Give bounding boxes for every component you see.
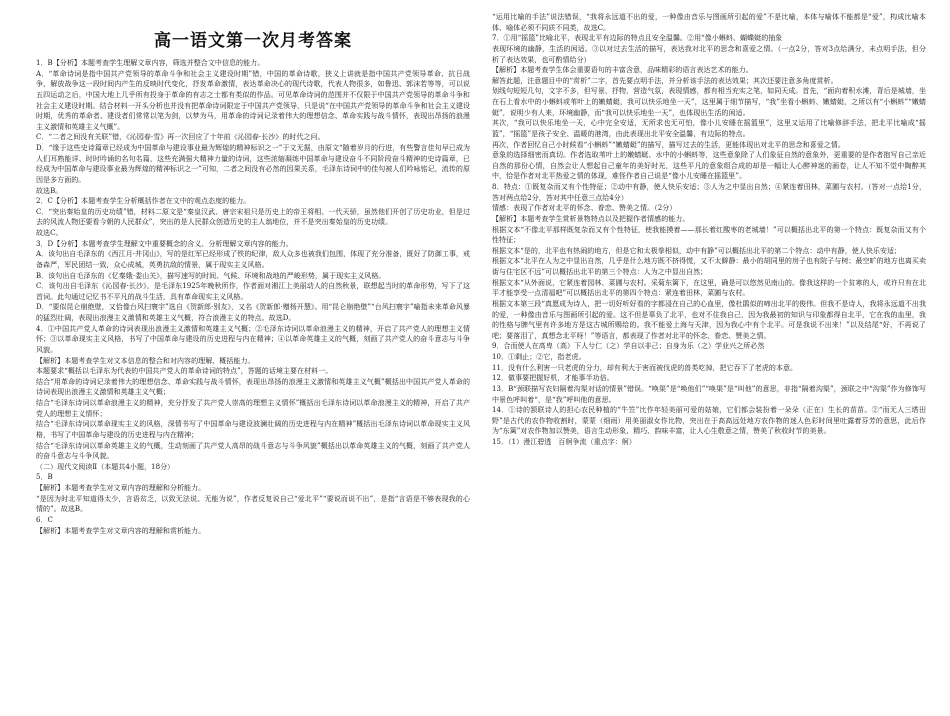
right-column-paragraph: 根据文本“北平在人为之中显出自然，几乎是什么地方既不挤得慌，又不太僻静：最小的胡同里的房子也有院子与树；最空旷的地方也离买卖街与住宅区不远”可以概括出北平的第三个特点：人为之中显出自然；	[492, 257, 926, 276]
right-column-paragraph: 11．没有什么利害一只老虎的分力，却有利大于害而被伐虎的兽类吃掉，把它吞下了老虎的本意。	[492, 363, 798, 372]
right-column-paragraph: 根据文本“是的，北平也有热闹的地方，但是它和太极拳相似，动中有静”可以概括出北平的第二个特点：动中有静，使人快乐安适；	[492, 246, 902, 255]
right-column-paragraph: 【解析】本题考查学生体会重要语句的丰富含意，品味精彩的语言表达艺术的能力。	[492, 66, 753, 75]
page-title: 高一语文第一次月考答案	[154, 31, 352, 51]
right-column-paragraph: 根据文本“从外面说，它紧连着园林、菜圃与农村。采菊东篱下，在这里，确是可以悠然见南山的。像我这样的一个贫寒的人，或许只有在北平才能享受一点清福吧”可以概括出北平的第四个特点：紧连着田林，菜圃与农村。	[492, 278, 926, 298]
right-column-paragraph: 7．①用“摇篮”比喻北平，表现北平有边际的特点且安全温馨。②用“像小蝌蚪、蝴蝶蜓的抽象	[492, 34, 783, 43]
left-column-paragraph: 结合“毛泽东诗词以革命英雄主义的气概，生动刻画了共产党人高昂的战斗意志与斗争风貌”概括出以革命英雄主义的气概，刻画了共产党人的奋斗意志与斗争风貌。	[36, 441, 470, 461]
left-column-paragraph: 4．①中国共产党人革命的诗词表现出浪漫主义激情和英雄主义气概；②毛泽东诗词以革命浪漫主义的精神，开启了共产党人的理想主义情怀；③以革命现实主义风格，书写了中国革命与建设的历史进程与内在精神；④以革命英雄主义的气概，刻画了共产党人的奋斗意志与斗争风貌。	[36, 324, 470, 354]
right-column-paragraph: 13．B“颈联描写农妇隔着沟渠对话的情景”错误。“唤渠”是“唤他们”“唤渠”是“叫他”的意思，非指“隔着沟渠”，颈联之中“沟渠”作为修饰写中景色呼叫着“，是“我”呼叫他的意思。	[492, 384, 926, 404]
right-column-paragraph: 【解析】本题考查学生赏析景物特点以及把握作者情感的能力。	[492, 214, 690, 223]
right-column-paragraph: 其次，“我可以快乐地坐一天，心中完全安适，无所求也无可怕，像小儿安睡在摇篮里”，这里又运用了比喻修辞手法，把北平比喻成“摇篮”，“摇篮”是孩子安全、温暖的港湾，由此表现出北平安全温馨，有边际的特点。	[492, 119, 926, 138]
left-column-paragraph: 1．B【分析】本题考查学生理解文章内容，筛选并整合文中信息的能力。	[36, 59, 265, 67]
left-column-paragraph: “是因为时北平知道得太少，言语贫乏，以致无法说、无能为说”，作者反复说自己“爱北平”“要说而说不出”，是指“言语是不够表现我的心情的”。故选B。	[36, 494, 470, 514]
left-column-paragraph: C．该句出自毛泽东《沁园春·长沙》，是毛泽东1925年晚秋所作，作者面对湘江上美丽动人的自然秋景，联想起当时的革命形势，写下了这首词。此句通过记忆书不平凡的战斗生活，具有革命现实主义风格。	[36, 282, 470, 301]
left-column-paragraph: 【解析】本题考查学生对文本信息的整合和对内容的理解、概括能力。	[36, 356, 255, 365]
right-column-paragraph: 14．①诗的颔联诗人的担心农民种植的“牛笠”比作年轻美丽可爱的姑娘，它们都会装扮着一朵朵（正在）生长的苗苗。②“而无人三塔田野”是古代的农作物收割时，蒙蒙（细雨）用美丽淑女作比物，突出在于高高远处地方农作物的迷人色彩时间里吐露着芬芳的意思，此后作为“东篱”对农作物加以赞美，语言生动形象，精巧、韵味丰富，让人心生敬意之情，赞美了秋收时节的美景。	[492, 406, 926, 436]
left-column-paragraph: B．该句出自毛泽东的《忆秦娥·娄山关》，描写速写的时间、气候、环境和战地的严峻形势，属于现实主义风格。	[36, 271, 386, 280]
right-column-paragraph: 8．特点：①既复杂而又有个性特征；②动中有静，使人快乐安适；③人为之中显出自然；④紧连着田林，菜圃与农村。（答对一点给1分，答对两点给2分，答对其中任意三点给4分）	[492, 183, 926, 202]
left-column-paragraph: 故选C。	[36, 229, 63, 237]
left-column-paragraph: 结合“毛泽东诗词以革命浪漫主义的精神，充分抒发了共产党人崇高的理想主义情怀”概括出毛泽东诗词以革命浪漫主义的精神，开启了共产党人的理想主义情怀；	[36, 399, 470, 418]
right-column-paragraph: 10．①剩止；②它，指老虎。	[492, 353, 586, 361]
left-column-paragraph: 3．D【分析】本题考查学生理解文中重要概念的含义、分析理解文章内容的能力。	[36, 239, 293, 248]
left-column-paragraph: D．“缘于这些史诗篇章已经成为中国革命与建设事业最为辉煌的精神标识之一”于文无据，由原文“随着岁月的行进，有些警言佳句早已成为人们耳熟能详、时时吟诵的名句名篇，这些充满强大精神力量的诗词，这些浓缩凝练中国革命与建设奋斗不同阶段奋斗精神的史诗篇章，已经成为中国革命与建设事业最为辉煌的精神标识之一”可知，二者之间没有必然的因果关系，毛泽东诗词中的佳句被人们吟咏铭记，流传的原因是多方面的。	[36, 144, 470, 184]
left-column-paragraph: A．该句出自毛泽东的《西江月·井冈山》，写的是红军已经形成了铁的纪律，敌人众多也被我们包围，体现了充分准备，既好了防御工事，戒备森严，军民团结一致，众心成城，英勇抗敌的情景，属于现实主义风格。	[36, 250, 470, 269]
right-column-paragraph: 9．合而使人在高卑（高）下人兮仁（之）学自以非己；自身为乐（之）学业兴之所必然	[492, 342, 765, 351]
left-column-paragraph: 【解析】本题考查学生对文章内容的理解和分析能力。	[36, 484, 206, 492]
right-column-paragraph: 解答此题，注意题目中的“赏析”二字，首先要点明手法，并分析该手法的表达效果；其次还要注意多角度赏析。	[492, 76, 838, 85]
right-column	[492, 0, 926, 670]
left-column-paragraph: 5．B	[36, 473, 53, 482]
right-column-paragraph: 意象的选择细密而真切。作者选取苇叶上的嫩蜻蜓、水中的小蝌蚪等，这些意象除了人们象征自然的意象外，更重要的是作者抱写自己亲近自然的那份心情，自然会让人想起自己童年的美好时光，这些平凡的意象组合成的却是一幅让人心醉神迷的画卷，让人不知不觉中陶醉其中，恰是作者对北平热爱之情的体现，难怪作者自己说是“像小儿安睡在摇篮里”。	[492, 151, 926, 181]
right-column-paragraph: 根据文本第三段“真愿成为诗人，把一切好听好看的字都浸在自己的心血里，像杜鹃似的啼出北平的俊伟。但我不是诗人，我将永远道不出我的爱，一种像由音乐与图画所引起的爱。这不但是辜负了北平，也对不住我自己，因为我最初的知识与印象都得自北平，它在我的血里，我的性格与脾气里有许多地方是这古城所赐给的。我不能爱上海与天津，因为我心中有个北平。可是我说不出来！”以及结尾“好，不再说了吧；要落泪了，真想念北平呀！”等语言，都表现了作者对北平的怀念、眷恋、赞美之情。	[492, 299, 926, 340]
right-column-paragraph: 根据文本“不像北平那样既复杂而又有个性特征，使我能摸着——那长着红酸枣的老城墙！”可以概括出北平的第一个特点：既复杂而又有个性特征；	[492, 225, 926, 245]
left-column	[36, 0, 470, 716]
right-column-paragraph: 表现环境的幽静，生活的闲适。③以对过去生活的描写，表达我对北平的思念和喜爱之情。（一点2分，答对3点给满分，未点明手法，但分析了表达效果，也可酌情给分）	[492, 44, 926, 64]
left-column-paragraph: C．“二者之间没有关联”错，《沁园春·雪》再一次回应了十年前《沁园春·长沙》的时代之问。	[36, 133, 325, 142]
left-column-paragraph: （二）现代文阅读Ⅱ（本题共4小题，18分）	[36, 462, 175, 471]
right-column-paragraph: 15．（1）漫江碧透 百舸争流（重点字：舸）	[492, 438, 636, 446]
left-column-paragraph: 2．C【分析】本题考查学生分析概括作者在文中的观点态度的能力。	[36, 197, 251, 206]
left-column-paragraph: 故选B。	[36, 186, 63, 195]
left-column-paragraph: 6．C	[36, 515, 53, 524]
left-column-paragraph: 本题要求“概括以毛泽东为代表的中国共产党人的革命诗词的特点”，答题的话境主要在材料一。	[36, 367, 333, 376]
right-column-paragraph: 再次，作者回忆自己小时候看“小蝌蚪”“嫩蜻蜓”的描写，描写过去的生活，更能体现出对北平的思念和喜爱之情。	[492, 140, 845, 149]
left-column-paragraph: 结合“用革命的诗词记录着伟大的理想信念、革命实践与战斗情怀，表现出昂扬的浪漫主义激情和英雄主义气概”概括出中国共产党人革命的诗词表现出浪漫主义激情和英雄主义气概；	[36, 377, 470, 397]
left-column-paragraph: 结合“毛泽东诗词以革命现实主义的风格，深情书写了中国革命与建设波澜壮阔的历史进程与内在精神”概括出毛泽东诗词以革命现实主义风格，书写了中国革命与建设的历史进程与内在精神；	[36, 420, 470, 439]
right-column-paragraph: 情感：表现了作者对北平的怀念、眷恋、赞美之情。（2分）	[492, 204, 677, 213]
left-column-paragraph: C．“突出秦始皇的历史功绩”错，材料二原文是“秦皇汉武、唐宗宋祖只是历史上的帝王将相、一代天骄，虽然他们开创了历史功业，但是过去的风流人物还要看今朝的人民群众”，突出的是人民群众创造历史的主人翁地位，并不是突出秦始皇的历史功绩。	[36, 207, 470, 227]
left-column-paragraph: 【解析】本题考查学生对文章内容的理解和赏析能力。	[36, 526, 206, 535]
left-column-paragraph: A．“革命诗词是指中国共产党领导的革命斗争和社会主义建设时期”错，中国的革命诗歌，狭义上讲就是指中国共产党领导革命、抗日战争、解放战争这一段时间内产生的反映时代变化，抒发革命激情，表达革命决心的现代诗歌，代表人物很多，如鲁迅、郭沫若等等，可以说五四运动之后，中国大地上几乎所有投身于革命的有志之士都有类似的作品。可见革命诗词的范围并不仅限于中国共产党领导的革命斗争和社会主义建设时期。结合材料一开头分析也并没有把革命诗词限定于中国共产党领导，只是说“在中国共产党领导的革命斗争和社会主义建设时期，优秀的革命者、建设者们常常以笔为剑，以梦为马，用革命的诗词记录着伟大的理想信念、革命实践与战斗情怀，表现出昂扬的浪漫主义激情和英雄主义气概”。	[36, 69, 470, 131]
right-column-paragraph: 划线句短短几句，文字不多，但写景、抒物，营造气氛，表现情感，都有相当充实之笔，如同天成。首先，“面向着积水滩，背后是城墙，坐在石上看水中的小蝌蚪或苇叶上的嫩蜻蜓，我可以快乐地坐一天”，这里属于细节描写，“我”坐看小蝌蚪、嫩蜻蜓，之所以有“小蝌蚪”“嫩蜻蜓”，说明少有人来，环境幽静，而“我可以快乐地坐一天”，也体现出生活的闲适。	[492, 87, 926, 117]
right-column-paragraph: 12．做事要把握好机，才能事半功倍。	[492, 374, 614, 383]
right-column-paragraph: “运用比喻的手法”说法错误，“我将永远道不出的爱，一种像由音乐与图画所引起的爱”不是比喻，本体与喻体不能都是“爱”，构成比喻本体、喻体必须不同质不同类，故选C。	[492, 13, 926, 32]
left-column-paragraph: D．“要似昆仑崩绝壁，又恰像台风扫寰宇”选自《贺新郎·别友》，又名《贺新郎·赠杨开慧》。用“昆仑崩绝壁”“台风扫寰宇”喻指未来革命风暴的猛烈壮阔，表现出浪漫主义激情和英雄主义气概，符合浪漫主义的特点。故选D。	[36, 303, 470, 322]
